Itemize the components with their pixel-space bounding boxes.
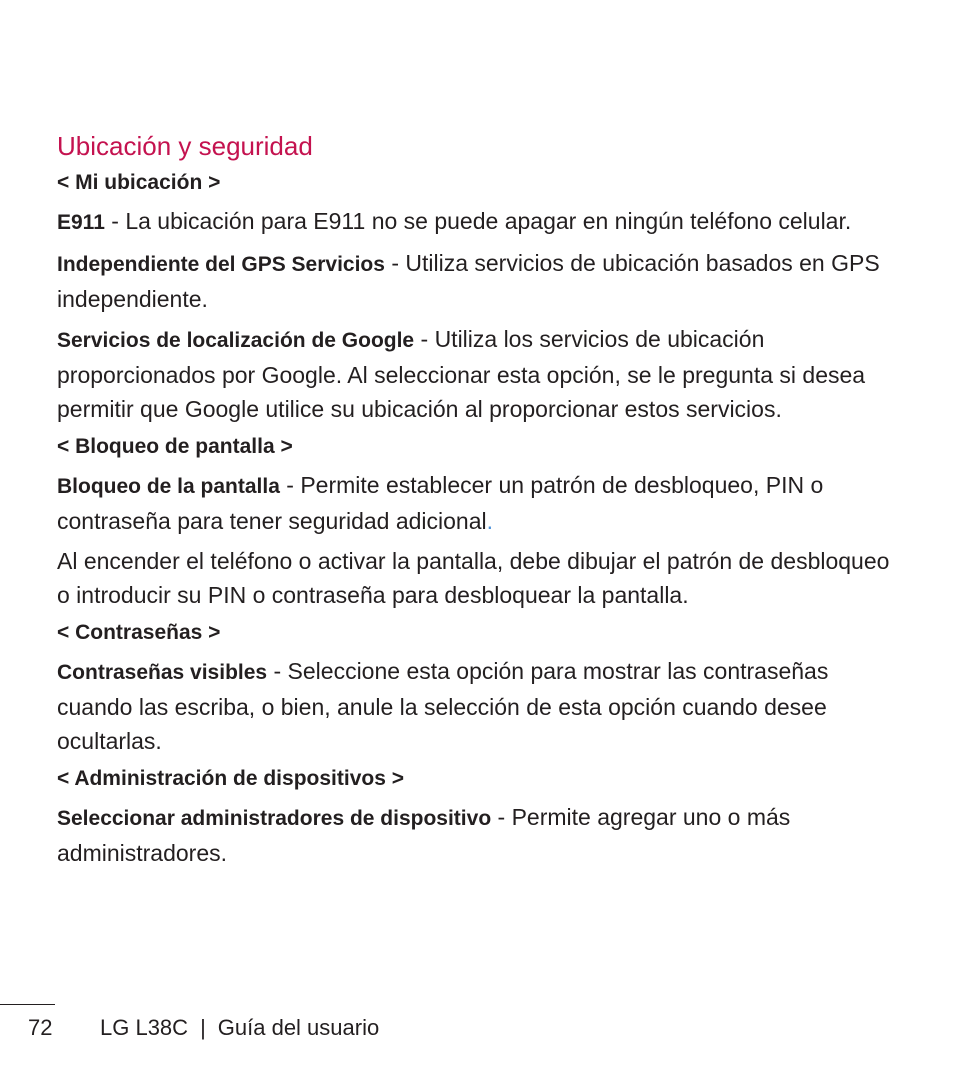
term-contrasenas: Contraseñas visibles bbox=[57, 661, 268, 684]
term-gps-independiente: Independiente del GPS Servicios bbox=[57, 253, 385, 276]
page-footer bbox=[28, 1012, 379, 1044]
paragraph-contrasenas bbox=[57, 654, 907, 758]
term-google-location: Servicios de localización de Google bbox=[57, 329, 415, 352]
term-e911: E911 bbox=[57, 211, 105, 234]
paragraph-bloqueo-note: Al encender el teléfono o activar la pantalla, debe dibujar el patrón de desbloqueo o introducir su PIN o contraseña para desbloquear la pantalla. bbox=[57, 548, 890, 608]
paragraph-gps-independiente bbox=[57, 246, 907, 316]
paragraph-google-location bbox=[57, 322, 907, 426]
subheading-administracion: < Administración de dispositivos > bbox=[57, 767, 404, 790]
description-administracion: - Permite agregar uno o más administradores. bbox=[57, 804, 791, 866]
paragraph-administracion bbox=[57, 800, 907, 870]
page-content bbox=[57, 126, 907, 876]
footer-product: LG L38C bbox=[100, 1015, 189, 1040]
subheading-contrasenas: < Contraseñas > bbox=[57, 621, 221, 644]
description-e911: - La ubicación para E911 no se puede apagar en ningún teléfono celular. bbox=[104, 208, 852, 234]
description-google-location: - Utiliza los servicios de ubicación proporcionados por Google. Al seleccionar esta opción, se le pregunta si desea permitir que Google utilice su ubicación al proporcionar estos servicios. bbox=[57, 326, 866, 422]
term-administracion: Seleccionar administradores de dispositivo bbox=[57, 807, 492, 830]
description-contrasenas: - Seleccione esta opción para mostrar las contraseñas cuando las escriba, o bien, anule la selección de esta opción cuando desee ocultarlas. bbox=[57, 658, 829, 754]
subheading-bloqueo: < Bloqueo de pantalla > bbox=[57, 435, 293, 458]
subheading-mi-ubicacion: < Mi ubicación > bbox=[57, 171, 221, 194]
description-gps-independiente: - Utiliza servicios de ubicación basados en GPS independiente. bbox=[57, 250, 880, 312]
paragraph-e911 bbox=[57, 204, 907, 240]
paragraph-bloqueo bbox=[57, 468, 907, 538]
section-title: Ubicación y seguridad bbox=[57, 131, 313, 161]
page-number: 72 bbox=[28, 1015, 53, 1040]
footer-guide: Guía del usuario bbox=[217, 1015, 380, 1040]
description-bloqueo: - Permite establecer un patrón de desbloqueo, PIN o contraseña para tener seguridad adicional bbox=[57, 472, 824, 534]
accent-period: . bbox=[486, 508, 494, 534]
footer-rule bbox=[0, 1004, 55, 1005]
footer-separator: | bbox=[200, 1015, 206, 1040]
term-bloqueo: Bloqueo de la pantalla bbox=[57, 475, 280, 498]
